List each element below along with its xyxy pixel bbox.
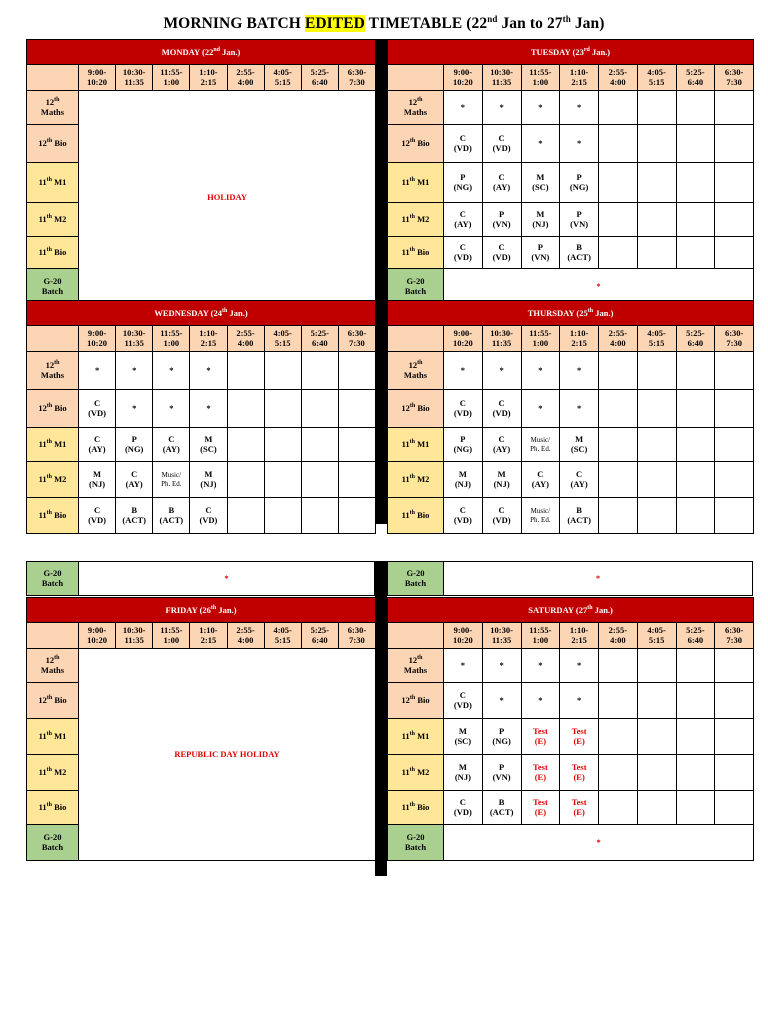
timetable-cell: [715, 390, 754, 428]
timetable-cell: [715, 462, 754, 498]
row-label-r12m: 12th Maths: [27, 649, 79, 683]
holiday-message-friday: REPUBLIC DAY HOLIDAY: [79, 649, 376, 861]
timetable-cell: [637, 237, 676, 269]
timetable-cell: [338, 390, 375, 428]
time-slot: 6:30- 7:30: [715, 623, 754, 649]
time-slot: 4:05- 5:15: [264, 65, 301, 91]
timetable-cell: C (VD): [444, 237, 483, 269]
timetable-cell: [599, 755, 638, 791]
timetable-cell: *: [560, 91, 599, 125]
corner-cell: [27, 623, 79, 649]
timetable-cell: [715, 719, 754, 755]
time-slot: 9:00- 10:20: [444, 623, 483, 649]
time-slot: 5:25- 6:40: [301, 65, 338, 91]
timetable-cell: *: [153, 390, 190, 428]
time-slot: 2:55- 4:00: [227, 326, 264, 352]
timetable-cell: [637, 649, 676, 683]
timetable-cell: *: [521, 352, 560, 390]
timetable-cell: M (NJ): [482, 462, 521, 498]
timetable-cell: [599, 498, 638, 534]
row-label-r11b: 11th Bio: [388, 498, 444, 534]
timetable-cell: M (SC): [444, 719, 483, 755]
timetable-cell: [637, 390, 676, 428]
timetable-cell: *: [560, 352, 599, 390]
timetable-cell: C (VD): [482, 390, 521, 428]
timetable-cell: [599, 462, 638, 498]
time-slot: 9:00- 10:20: [79, 326, 116, 352]
timetable-cell: [599, 163, 638, 203]
row-label-r11m2: 11th M2: [388, 755, 444, 791]
time-slot: 9:00- 10:20: [444, 65, 483, 91]
g20-cell-saturday: *: [444, 825, 754, 861]
time-slot: 9:00- 10:20: [79, 65, 116, 91]
row-label-r11m1: 11th M1: [27, 163, 79, 203]
timetable-cell: *: [521, 390, 560, 428]
timetable-cell: C (VD): [482, 498, 521, 534]
timetable-cell: P (NG): [560, 163, 599, 203]
timetable-cell: C (AY): [521, 462, 560, 498]
timetable-cell: [637, 428, 676, 462]
timetable-cell: B (ACT): [153, 498, 190, 534]
timetable-friday: [26, 597, 375, 861]
time-slot: 9:00- 10:20: [444, 326, 483, 352]
timetable-cell: [637, 462, 676, 498]
g20-strip-wednesday: [26, 561, 375, 596]
time-slot: 4:05- 5:15: [264, 623, 301, 649]
timetable-cell: M (SC): [190, 428, 227, 462]
timetable-cell: P (NG): [444, 428, 483, 462]
time-slot: 2:55- 4:00: [599, 326, 638, 352]
edited-highlight: EDITED: [304, 15, 365, 33]
time-slot: 10:30- 11:35: [482, 623, 521, 649]
column-divider-bottom: [375, 561, 387, 876]
timetable-cell: [637, 91, 676, 125]
time-slot: 1:10- 2:15: [560, 326, 599, 352]
timetable-cell: [227, 352, 264, 390]
timetable-cell: Test (E): [521, 791, 560, 825]
row-label-r11m1: 11th M1: [27, 428, 79, 462]
timetable-cell: [338, 498, 375, 534]
timetable-cell: Music/ Ph. Ed.: [521, 498, 560, 534]
timetable-cell: C (VD): [79, 390, 116, 428]
time-slot: 1:10- 2:15: [190, 65, 227, 91]
timetable-cell: [227, 462, 264, 498]
time-slot: 11:55- 1:00: [153, 326, 190, 352]
timetable-tuesday: [387, 39, 753, 305]
timetable-cell: [301, 390, 338, 428]
timetable-cell: Music/ Ph. Ed.: [153, 462, 190, 498]
timetable-cell: C (VD): [482, 237, 521, 269]
time-slot: 4:05- 5:15: [637, 623, 676, 649]
timetable-cell: [264, 498, 301, 534]
timetable-cell: *: [560, 125, 599, 163]
timetable-cell: [599, 791, 638, 825]
corner-cell: [27, 326, 79, 352]
row-label-r12m: 12th Maths: [388, 649, 444, 683]
timetable-cell: C (VD): [444, 390, 483, 428]
timetable-cell: Test (E): [521, 755, 560, 791]
timetable-cell: [637, 352, 676, 390]
time-slot: 1:10- 2:15: [560, 65, 599, 91]
timetable-cell: C (VD): [444, 125, 483, 163]
g20-strip-thursday: [387, 561, 753, 596]
timetable-cell: C (VD): [444, 683, 483, 719]
timetable-cell: C (VD): [482, 125, 521, 163]
timetable-saturday: [387, 597, 753, 861]
day-header-saturday: SATURDAY (27th Jan.): [388, 598, 754, 623]
time-slot: 11:55- 1:00: [153, 65, 190, 91]
timetable-cell: [676, 237, 715, 269]
timetable-cell: [264, 352, 301, 390]
timetable-cell: [676, 462, 715, 498]
corner-cell: [388, 623, 444, 649]
timetable-cell: C (AY): [482, 428, 521, 462]
timetable-cell: C (AY): [560, 462, 599, 498]
timetable-cell: [599, 649, 638, 683]
timetable-cell: *: [190, 352, 227, 390]
g20-cell-wednesday: *: [79, 562, 375, 596]
timetable-cell: [637, 163, 676, 203]
timetable-cell: [599, 203, 638, 237]
timetable-cell: [599, 91, 638, 125]
timetable-cell: [637, 683, 676, 719]
row-label-g20: G-20 Batch: [388, 562, 444, 596]
timetable-cell: [599, 237, 638, 269]
timetable-cell: *: [153, 352, 190, 390]
time-slot: 10:30- 11:35: [116, 65, 153, 91]
timetable-cell: [715, 352, 754, 390]
timetable-cell: [676, 203, 715, 237]
timetable-cell: C (VD): [444, 791, 483, 825]
time-slot: 5:25- 6:40: [301, 623, 338, 649]
timetable-cell: [715, 237, 754, 269]
timetable-cell: P (NG): [444, 163, 483, 203]
time-slot: 6:30- 7:30: [338, 65, 375, 91]
time-slot: 11:55- 1:00: [521, 623, 560, 649]
timetable-cell: [599, 125, 638, 163]
timetable-cell: [715, 203, 754, 237]
timetable-wednesday: [26, 300, 375, 534]
row-label-r12b: 12th Bio: [388, 683, 444, 719]
timetable-cell: Test (E): [521, 719, 560, 755]
row-label-r12m: 12th Maths: [27, 91, 79, 125]
timetable-cell: [676, 125, 715, 163]
timetable-cell: P (VN): [482, 755, 521, 791]
timetable-cell: [637, 791, 676, 825]
corner-cell: [388, 326, 444, 352]
row-label-r11m1: 11th M1: [388, 428, 444, 462]
timetable-cell: M (SC): [560, 428, 599, 462]
timetable-cell: [227, 498, 264, 534]
timetable-cell: *: [521, 91, 560, 125]
holiday-message-monday: HOLIDAY: [79, 91, 376, 305]
timetable-cell: [676, 755, 715, 791]
timetable-cell: *: [444, 352, 483, 390]
timetable-cell: [599, 683, 638, 719]
timetable-cell: [676, 719, 715, 755]
timetable-cell: P (NG): [482, 719, 521, 755]
timetable-cell: [676, 649, 715, 683]
timetable-cell: M (NJ): [521, 203, 560, 237]
timetable-cell: [637, 755, 676, 791]
timetable-cell: Music/ Ph. Ed.: [521, 428, 560, 462]
row-label-r12m: 12th Maths: [388, 352, 444, 390]
timetable-cell: *: [444, 649, 483, 683]
timetable-cell: *: [521, 683, 560, 719]
timetable-cell: C (AY): [153, 428, 190, 462]
row-label-r11b: 11th Bio: [27, 791, 79, 825]
timetable-cell: *: [116, 352, 153, 390]
timetable-cell: *: [482, 649, 521, 683]
timetable-cell: [676, 390, 715, 428]
timetable-cell: M (NJ): [444, 462, 483, 498]
row-label-g20: G-20 Batch: [388, 825, 444, 861]
timetable-cell: M (SC): [521, 163, 560, 203]
timetable-cell: B (ACT): [116, 498, 153, 534]
row-label-r12m: 12th Maths: [27, 352, 79, 390]
timetable-cell: *: [444, 91, 483, 125]
time-slot: 10:30- 11:35: [482, 326, 521, 352]
time-slot: 6:30- 7:30: [338, 326, 375, 352]
row-label-r11m2: 11th M2: [27, 755, 79, 791]
timetable-cell: [338, 352, 375, 390]
timetable-cell: [715, 125, 754, 163]
timetable-cell: *: [521, 125, 560, 163]
timetable-cell: *: [482, 91, 521, 125]
timetable-cell: C (VD): [444, 498, 483, 534]
row-label-r12m: 12th Maths: [388, 91, 444, 125]
time-slot: 1:10- 2:15: [560, 623, 599, 649]
timetable-cell: *: [521, 649, 560, 683]
row-label-r12b: 12th Bio: [27, 683, 79, 719]
time-slot: 10:30- 11:35: [116, 326, 153, 352]
timetable-cell: [599, 390, 638, 428]
timetable-cell: *: [560, 390, 599, 428]
corner-cell: [388, 65, 444, 91]
timetable-cell: [599, 352, 638, 390]
row-label-r11m2: 11th M2: [388, 462, 444, 498]
timetable-cell: [599, 719, 638, 755]
timetable-cell: *: [560, 683, 599, 719]
row-label-r12b: 12th Bio: [388, 125, 444, 163]
timetable-cell: P (NG): [116, 428, 153, 462]
timetable-cell: [676, 163, 715, 203]
timetable-cell: *: [482, 352, 521, 390]
timetable-cell: C (VD): [79, 498, 116, 534]
row-label-g20: G-20 Batch: [27, 269, 79, 305]
timetable-cell: [227, 428, 264, 462]
timetable-cell: P (VN): [560, 203, 599, 237]
timetable-cell: [637, 125, 676, 163]
time-slot: 9:00- 10:20: [79, 623, 116, 649]
timetable-thursday: [387, 300, 753, 534]
timetable-cell: [676, 683, 715, 719]
time-slot: 1:10- 2:15: [190, 623, 227, 649]
corner-cell: [27, 65, 79, 91]
timetable-cell: C (AY): [482, 163, 521, 203]
time-slot: 5:25- 6:40: [676, 65, 715, 91]
timetable-cell: [715, 498, 754, 534]
timetable-cell: [715, 791, 754, 825]
row-label-r12b: 12th Bio: [27, 125, 79, 163]
time-slot: 4:05- 5:15: [637, 65, 676, 91]
g20-cell-thursday: *: [444, 562, 753, 596]
timetable-cell: B (ACT): [482, 791, 521, 825]
time-slot: 6:30- 7:30: [338, 623, 375, 649]
row-label-r11m2: 11th M2: [27, 203, 79, 237]
timetable-cell: *: [190, 390, 227, 428]
timetable-cell: [338, 462, 375, 498]
timetable-cell: B (ACT): [560, 498, 599, 534]
day-header-monday: MONDAY (22nd Jan.): [27, 40, 376, 65]
timetable-cell: [599, 428, 638, 462]
time-slot: 5:25- 6:40: [301, 326, 338, 352]
row-label-r12b: 12th Bio: [388, 390, 444, 428]
row-label-r11b: 11th Bio: [388, 791, 444, 825]
timetable-cell: M (NJ): [79, 462, 116, 498]
time-slot: 11:55- 1:00: [153, 623, 190, 649]
page-title: MORNING BATCH EDITED TIMETABLE (22nd Jan to 27th Jan): [163, 14, 605, 33]
time-slot: 2:55- 4:00: [599, 623, 638, 649]
timetable-cell: [301, 498, 338, 534]
timetable-monday: [26, 39, 375, 305]
row-label-r11b: 11th Bio: [27, 237, 79, 269]
timetable-cell: *: [116, 390, 153, 428]
timetable-cell: [227, 390, 264, 428]
timetable-cell: [715, 755, 754, 791]
timetable-cell: [715, 163, 754, 203]
timetable-cell: [676, 428, 715, 462]
time-slot: 2:55- 4:00: [227, 65, 264, 91]
time-slot: 10:30- 11:35: [482, 65, 521, 91]
time-slot: 6:30- 7:30: [715, 65, 754, 91]
row-label-r11b: 11th Bio: [27, 498, 79, 534]
row-label-r11m1: 11th M1: [388, 719, 444, 755]
timetable-cell: [676, 791, 715, 825]
day-header-friday: FRIDAY (26th Jan.): [27, 598, 376, 623]
row-label-g20: G-20 Batch: [27, 825, 79, 861]
timetable-cell: [715, 649, 754, 683]
time-slot: 2:55- 4:00: [599, 65, 638, 91]
timetable-cell: C (AY): [79, 428, 116, 462]
timetable-cell: [715, 91, 754, 125]
row-label-r11m2: 11th M2: [27, 462, 79, 498]
row-label-r12b: 12th Bio: [27, 390, 79, 428]
time-slot: 11:55- 1:00: [521, 65, 560, 91]
time-slot: 11:55- 1:00: [521, 326, 560, 352]
timetable-cell: [301, 428, 338, 462]
timetable-cell: Test (E): [560, 791, 599, 825]
time-slot: 5:25- 6:40: [676, 623, 715, 649]
row-label-r11m1: 11th M1: [27, 719, 79, 755]
row-label-r11b: 11th Bio: [388, 237, 444, 269]
timetable-cell: [264, 428, 301, 462]
column-divider-top: [375, 39, 387, 524]
timetable-cell: C (VD): [190, 498, 227, 534]
timetable-cell: [637, 203, 676, 237]
timetable-cell: *: [560, 649, 599, 683]
time-slot: 2:55- 4:00: [227, 623, 264, 649]
day-header-tuesday: TUESDAY (23rd Jan.): [388, 40, 754, 65]
timetable-cell: P (VN): [482, 203, 521, 237]
timetable-cell: [264, 390, 301, 428]
time-slot: 4:05- 5:15: [264, 326, 301, 352]
timetable-cell: [715, 683, 754, 719]
row-label-r11m1: 11th M1: [388, 163, 444, 203]
timetable-cell: [301, 462, 338, 498]
row-label-g20: G-20 Batch: [388, 269, 444, 305]
timetable-cell: [676, 91, 715, 125]
timetable-cell: [301, 352, 338, 390]
timetable-cell: Test (E): [560, 719, 599, 755]
timetable-cell: P (VN): [521, 237, 560, 269]
timetable-cell: [715, 428, 754, 462]
row-label-r11m2: 11th M2: [388, 203, 444, 237]
timetable-cell: [676, 498, 715, 534]
timetable-cell: [264, 462, 301, 498]
timetable-cell: [637, 498, 676, 534]
timetable-cell: [637, 719, 676, 755]
timetable-cell: *: [482, 683, 521, 719]
time-slot: 4:05- 5:15: [637, 326, 676, 352]
day-header-thursday: THURSDAY (25th Jan.): [388, 301, 754, 326]
g20-cell-tuesday: *: [444, 269, 754, 305]
timetable-cell: *: [79, 352, 116, 390]
time-slot: 6:30- 7:30: [715, 326, 754, 352]
timetable-cell: [676, 352, 715, 390]
timetable-cell: [338, 428, 375, 462]
day-header-wednesday: WEDNESDAY (24th Jan.): [27, 301, 376, 326]
timetable-cell: Test (E): [560, 755, 599, 791]
timetable-cell: M (NJ): [190, 462, 227, 498]
timetable-cell: C (AY): [116, 462, 153, 498]
row-label-g20: G-20 Batch: [27, 562, 79, 596]
timetable-cell: C (AY): [444, 203, 483, 237]
timetable-cell: B (ACT): [560, 237, 599, 269]
timetable-cell: M (NJ): [444, 755, 483, 791]
time-slot: 5:25- 6:40: [676, 326, 715, 352]
time-slot: 1:10- 2:15: [190, 326, 227, 352]
time-slot: 10:30- 11:35: [116, 623, 153, 649]
